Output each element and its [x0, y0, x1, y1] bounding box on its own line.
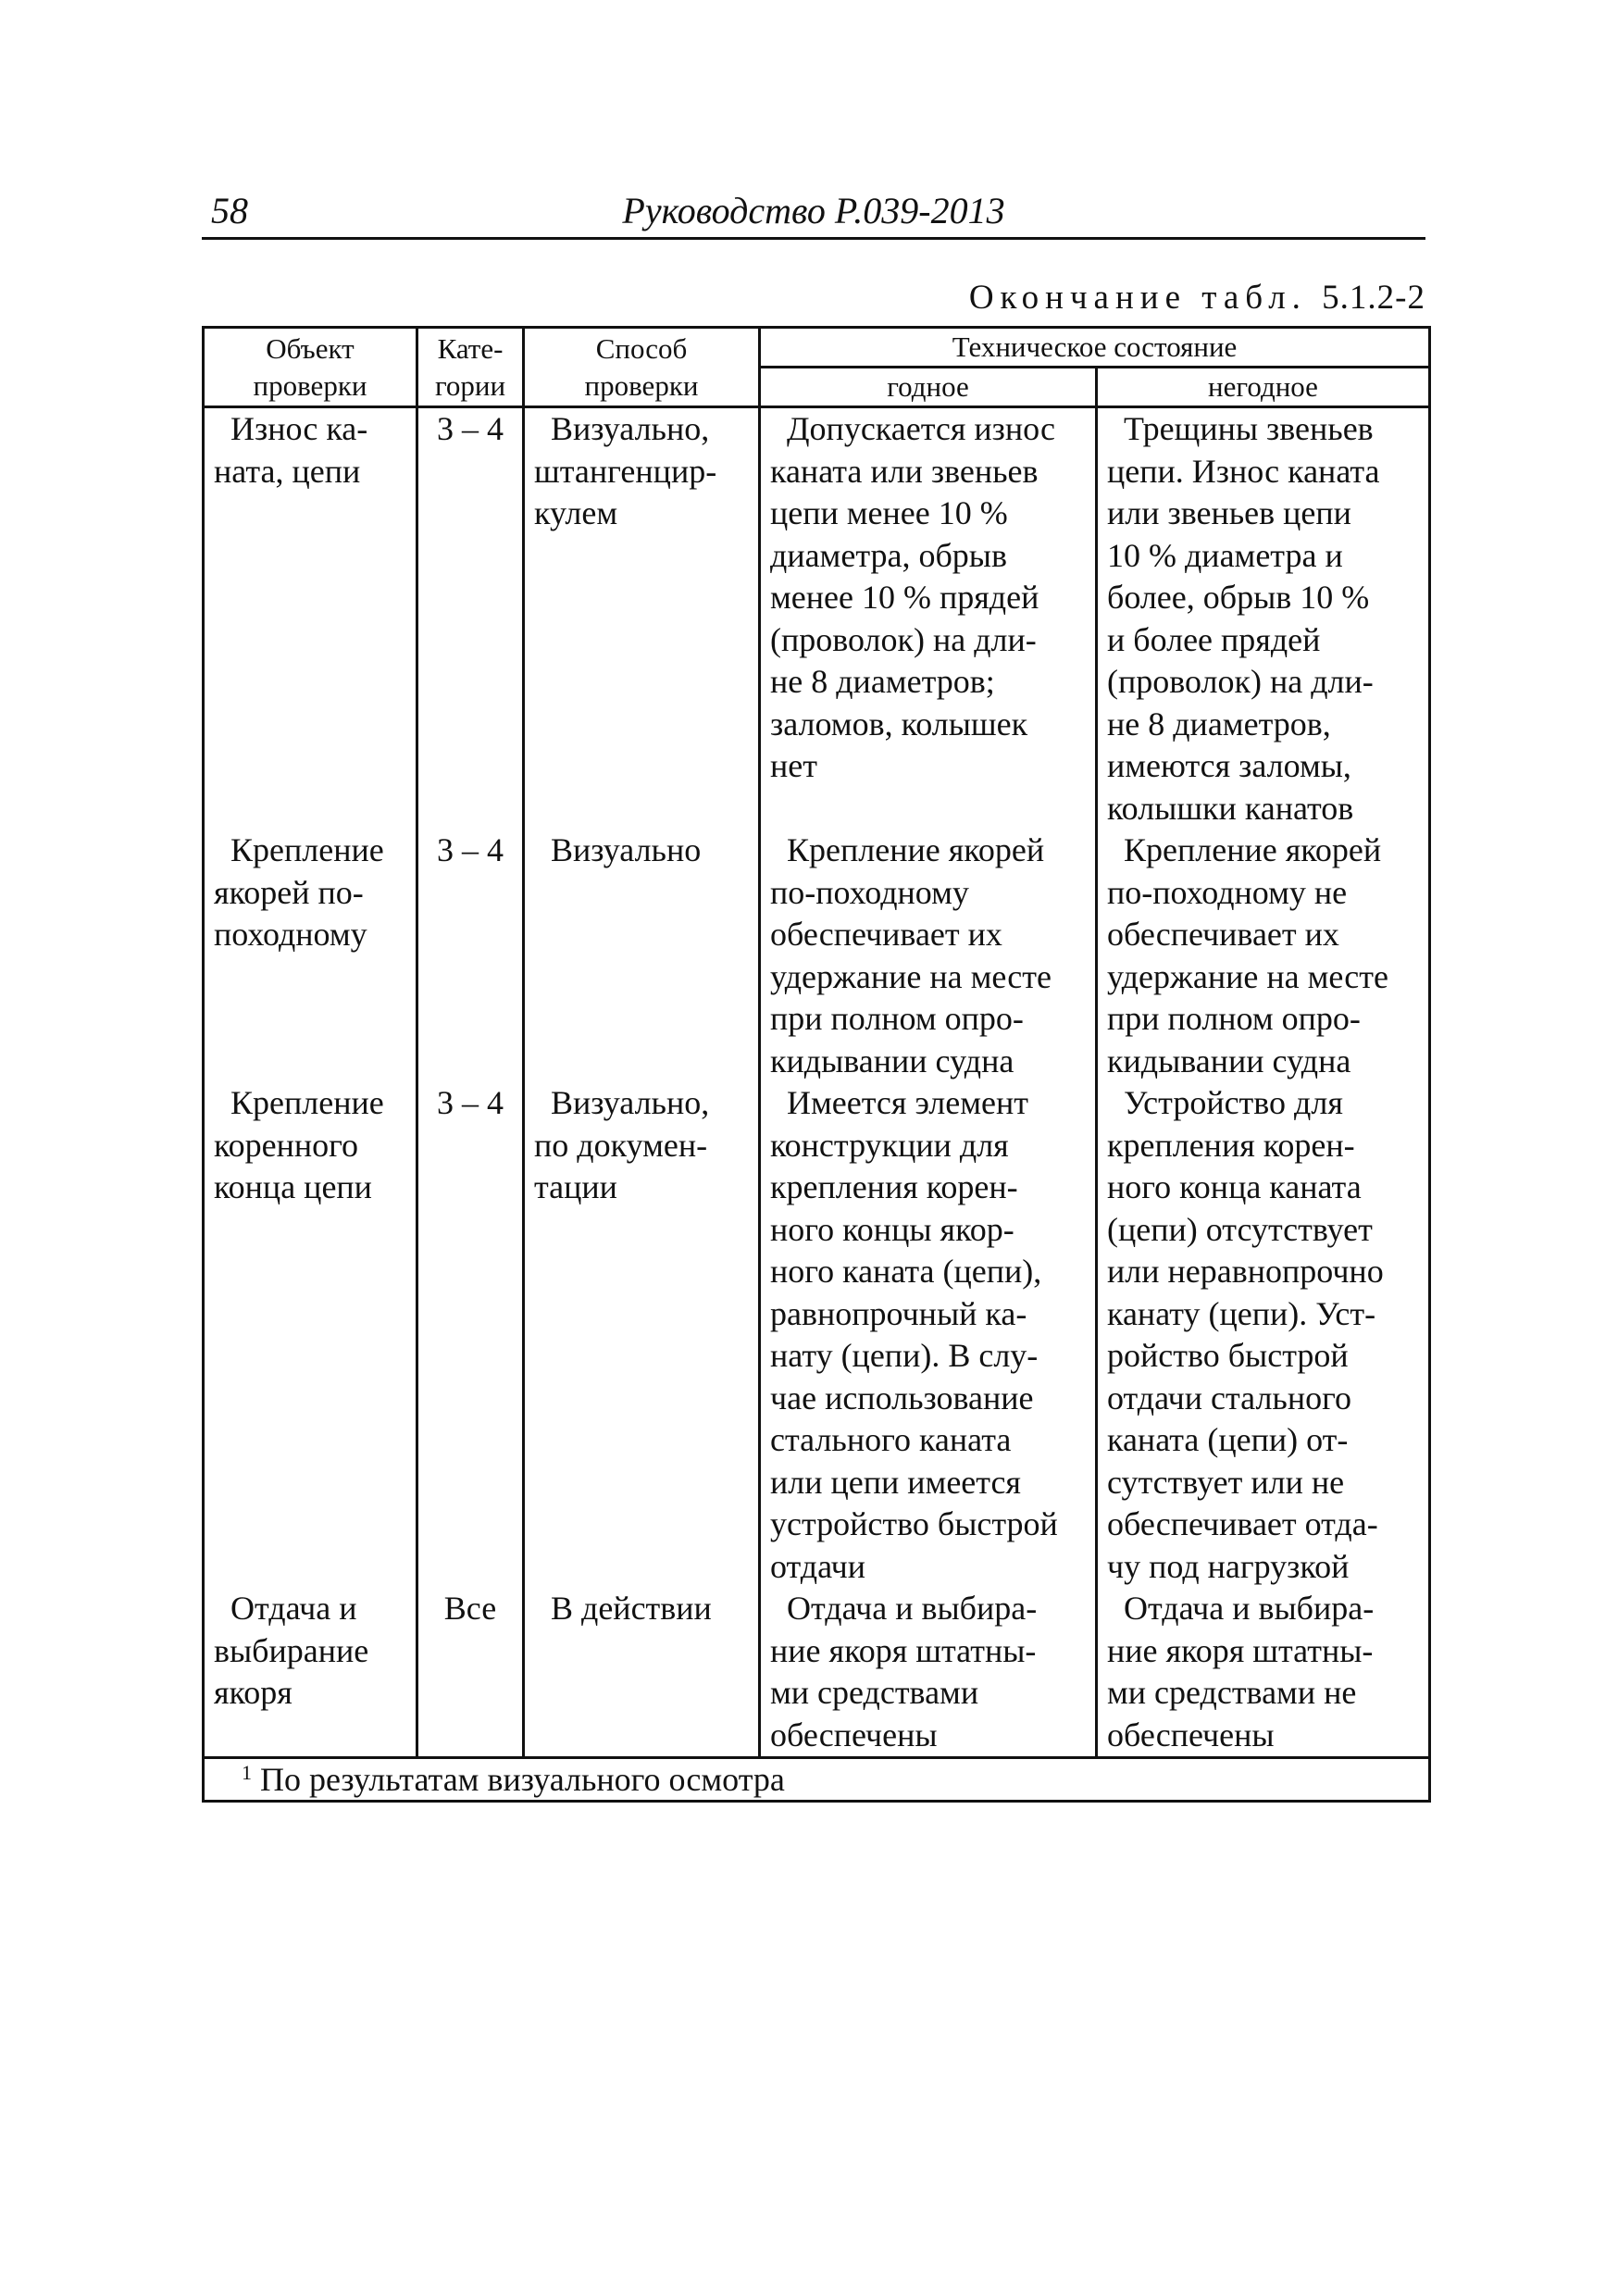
- cell-unfit: Крепление якорей по-походному не обеспечивает их удержание на месте при полном опро- кидывании судна: [1097, 830, 1430, 1082]
- cell-category: 3 – 4: [417, 1082, 524, 1588]
- cell-fit: Допускается износ каната или звеньев цепи менее 10 % диаметра, обрыв менее 10 % прядей (проволок) на дли- не 8 диаметров; заломов, колышек нет: [760, 407, 1097, 830]
- cell-method: Визуально, по докумен- тации: [524, 1082, 760, 1588]
- header-technical-condition: Техническое состояние: [760, 328, 1430, 368]
- table-caption-number: 5.1.2-2: [1322, 279, 1425, 317]
- table-row: [204, 1082, 1430, 1588]
- cell-fit: Имеется элемент конструкции для крепления корен- ного концы якор- ного каната (цепи), равнопрочный ка- нату (цепи). В слу- чае использование стального каната или цепи имеется устройство быстрой отдачи: [760, 1082, 1097, 1588]
- footnote-marker: 1: [242, 1761, 252, 1784]
- table-caption-label: Окончание табл.: [968, 279, 1307, 317]
- cell-unfit: Трещины звеньев цепи. Износ каната или звеньев цепи 10 % диаметра и более, обрыв 10 % и более прядей (проволок) на дли- не 8 диаметров, имеются заломы, колышки канатов: [1097, 407, 1430, 830]
- cell-unfit: Устройство для крепления корен- ного конца каната (цепи) отсутствует или неравнопрочно канату (цепи). Уст- ройство быстрой отдачи стального каната (цепи) от- сутствует или не обеспечивает отда- чу под нагрузкой: [1097, 1082, 1430, 1588]
- cell-category: 3 – 4: [417, 407, 524, 830]
- table-caption: [969, 278, 1425, 318]
- cell-object: Износ ка- ната, цепи: [204, 407, 417, 830]
- cell-object: Крепление якорей по- походному: [204, 830, 417, 1082]
- cell-fit: Крепление якорей по-походному обеспечивает их удержание на месте при полном опро- кидывании судна: [760, 830, 1097, 1082]
- table-row: [204, 830, 1430, 1082]
- page-number: 58: [211, 190, 248, 231]
- cell-unfit: Отдача и выбира- ние якоря штатны- ми средствами не обеспечены: [1097, 1588, 1430, 1758]
- table-row: [204, 407, 1430, 830]
- cell-method: Визуально: [524, 830, 760, 1082]
- header-category: Кате- гории: [417, 328, 524, 407]
- cell-object: Крепление коренного конца цепи: [204, 1082, 417, 1588]
- inspection-table: [202, 326, 1431, 1803]
- page-header: [202, 185, 1425, 240]
- footnote-text: По результатам визуального осмотра: [260, 1761, 785, 1798]
- cell-method: Визуально, штангенцир- кулем: [524, 407, 760, 830]
- header-fit: годное: [760, 368, 1097, 407]
- cell-method: В действии: [524, 1588, 760, 1758]
- cell-category: 3 – 4: [417, 830, 524, 1082]
- cell-object: Отдача и выбирание якоря: [204, 1588, 417, 1758]
- cell-category: Все: [417, 1588, 524, 1758]
- running-title: Руководство Р.039-2013: [622, 190, 1005, 231]
- header-method: Способ проверки: [524, 328, 760, 407]
- cell-fit: Отдача и выбира- ние якоря штатны- ми средствами обеспечены: [760, 1588, 1097, 1758]
- header-object: Объект проверки: [204, 328, 417, 407]
- header-unfit: негодное: [1097, 368, 1430, 407]
- table-row: [204, 1588, 1430, 1758]
- table-footnote: [204, 1758, 1430, 1802]
